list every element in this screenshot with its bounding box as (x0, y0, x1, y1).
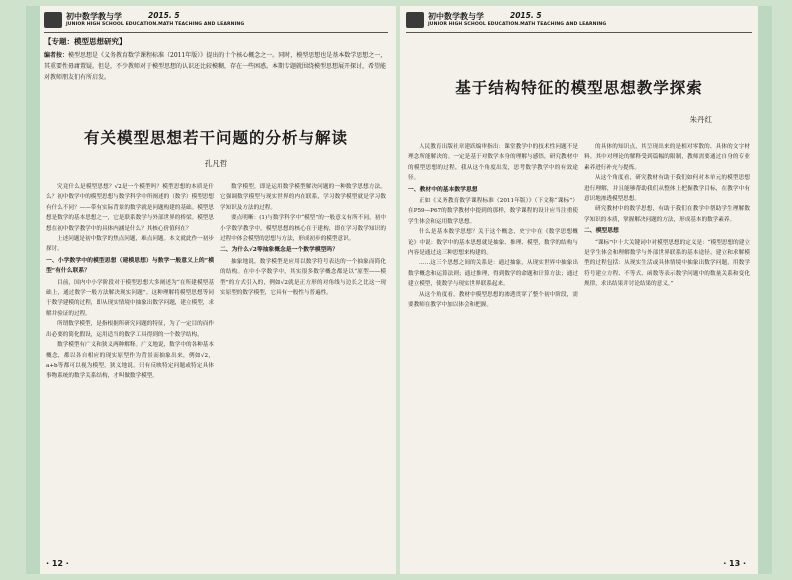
journal-logo-icon (44, 12, 62, 28)
editor-note: 编者按：模型思想是《义务教育数学课程标准（2011年版）》提出的十个核心概念之一。同时，模型思想也是基本数学思想之一，其重要性毋庸置疑。但是，不少教师对于模型思想的认识还比较模糊，存在一些困惑。本期专题就围绕模型思想展开探讨，希望能对教师朋友们有所启发。 (44, 52, 387, 81)
column-intro (44, 36, 388, 96)
journal-name-en: JUNIOR HIGH SCHOOL EDUCATION.MATH TEACHING AND LEARNING (66, 22, 245, 27)
column-tag: 【专题：模型思想研究】 (44, 37, 127, 46)
text-column-1: 人民教育出版社章建跃编审指出：课堂教学中的技术性问题不是理念所能解决的。一定是基于对数学本身的理解与感悟，研究教材中的模型思想的过程，我从这个角度出发，思考数学教学中的有效途径。 一、教材中的基本数学思想 正如《义务教育数学课程标准（2011年版）》（下文称“课标”）在P59—P67的数学教材中提到的那样，数学课程的设计应当注重使学生体会和运用数学思想。 什么是基本数学思想？关于这个概念，史宁中在《数学思想概论》中说：数学中的基本思想就是抽象、推理、模型，数学的结构与内容是通过这三种思想来构建的。 ……这三个思想之间的关系是：通过抽象，从现实世界中抽象出数学概念和运算法则；通过推理，得到数学的命题和计算方法；通过建立模型，使数学与现实世界联系起来。 从这个角度看，教材中模型思想的渗透贯穿了整个初中阶段，需要教师在教学中加以体会和把握。 (408, 144, 578, 309)
article-title: 有关模型思想若干问题的分析与解读 (83, 128, 348, 147)
page-left (26, 6, 396, 574)
article-author: 朱丹红 (689, 115, 712, 124)
text-column-1: 究竟什么是模型思想？√2是一个模型吗？模型思想的本质是什么？初中数学中的模型思想与数学科学中所阐述的（数学）模型思想有什么不同？——带有实际背景的数学就是问题构建的基础。模型思想是数学的基本思想之一，它是联系数学与外部世界的桥梁。模型思想在初中数学教学中的具体内涵是什么？其核心价值何在？ 上述问题是初中数学的焦点问题，难点问题。本文就此作一初步探讨。 一、小学数学中的模型思想（建模思想）与数学一般意义上的“模型”有什么联系？ 目前，国内中小学阶段对于模型思想大多阐述为“在所建模型基础上，通过数学一般方法解决现实问题”。这种理解将模型思想等同于数学建模的过程，即从现实情境中抽象出数学问题，建立模型，求解并验证的过程。 所谓数学模型，是指根据所研究问题的特征，为了一定目的而作出必要的简化假设，运用适当的数学工具得到的一个数学结构。 数学模型有广义和狭义两种解释。广义地说，数学中的各种基本概念，都以各自相应的现实原型作为背景而抽象出来，例如√2，a+b等都可以视为模型。狭义地说，只有反映特定问题或特定具体事物系统的数学关系结构，才叫做数学模型。 (46, 184, 214, 380)
page-edge-stripe (26, 6, 40, 574)
running-header (406, 10, 752, 33)
journal-logo-icon (406, 12, 424, 28)
journal-name: 初中数学教与学 (428, 12, 484, 21)
article-title: 基于结构特征的模型思想教学探索 (455, 78, 703, 97)
section-heading: 二、模型思想 (584, 228, 619, 235)
section-heading: 一、教材中的基本数学思想 (408, 186, 478, 193)
issue-date: 2015. 5 (510, 11, 542, 20)
journal-name: 初中数学教与学 (66, 12, 122, 21)
text-column-2: 的具体的知识点，其呈现出来的是相对零散的、具体的文字材料。其中对理论的解释受到篇幅的限制，教师需要通过自身的专业素养进行补充与提炼。 从这个角度看，研究教材有助于我们如何对本单元的模型思想进行理解，并且能够帮助我们从整体上把握教学目标，在教学中有意识地渗透模型思想。 研究教材中的数学思想，有助于我们在教学中帮助学生理解数学知识的本质，掌握解决问题的方法，形成基本的数学素养。 二、模型思想 “课标”中十大关键词中对模型思想的定义是：“模型思想的建立是学生体会和理解数学与外部世界联系的基本途径。建立和求解模型的过程包括：从现实生活或具体情境中抽象出数学问题，用数学符号建立方程、不等式、函数等表示数学问题中的数量关系和变化规律，求出结果并讨论结果的意义。” (584, 144, 750, 288)
page-number: · 13 · (723, 559, 746, 568)
section-heading: 二、为什么√2等抽象概念是一个数学模型吗？ (220, 247, 338, 254)
page-right (400, 6, 772, 574)
page-number: · 12 · (46, 559, 69, 568)
journal-name-en: JUNIOR HIGH SCHOOL EDUCATION.MATH TEACHING AND LEARNING (428, 22, 607, 27)
issue-date: 2015. 5 (148, 11, 180, 20)
article-author: 孔凡哲 (204, 159, 228, 168)
section-heading: 一、小学数学中的模型思想（建模思想）与数学一般意义上的“模型”有什么联系？ (46, 257, 214, 275)
text-column-2: 数学模型，即是运用数学模型解决问题的一种数学思想方法。它强调数学模型与现实世界的内在联系，学习数学模型就是学习数学知识及方法的过程。 要点明晰：(1)与数学科学中“模型”的一般意义有所不同，初中小学数学教学中，模型思想的核心在于建构，即在学习数学知识的过程中体会模型的思想与方法，形成初步的模型意识。 二、为什么√2等抽象概念是一个数学模型吗？ 抽象地说，数学模型是应用以数学符号表达的一个抽象而简化的结构。在中小学数学中，其实很多数学概念都是以“原型——模型”的方式引入的，例如√2就是正方形的对角线与边长之比这一现实原型的数学模型，它具有一般性与普遍性。 (220, 184, 386, 297)
running-header (44, 10, 388, 33)
page-edge-stripe (758, 6, 772, 574)
